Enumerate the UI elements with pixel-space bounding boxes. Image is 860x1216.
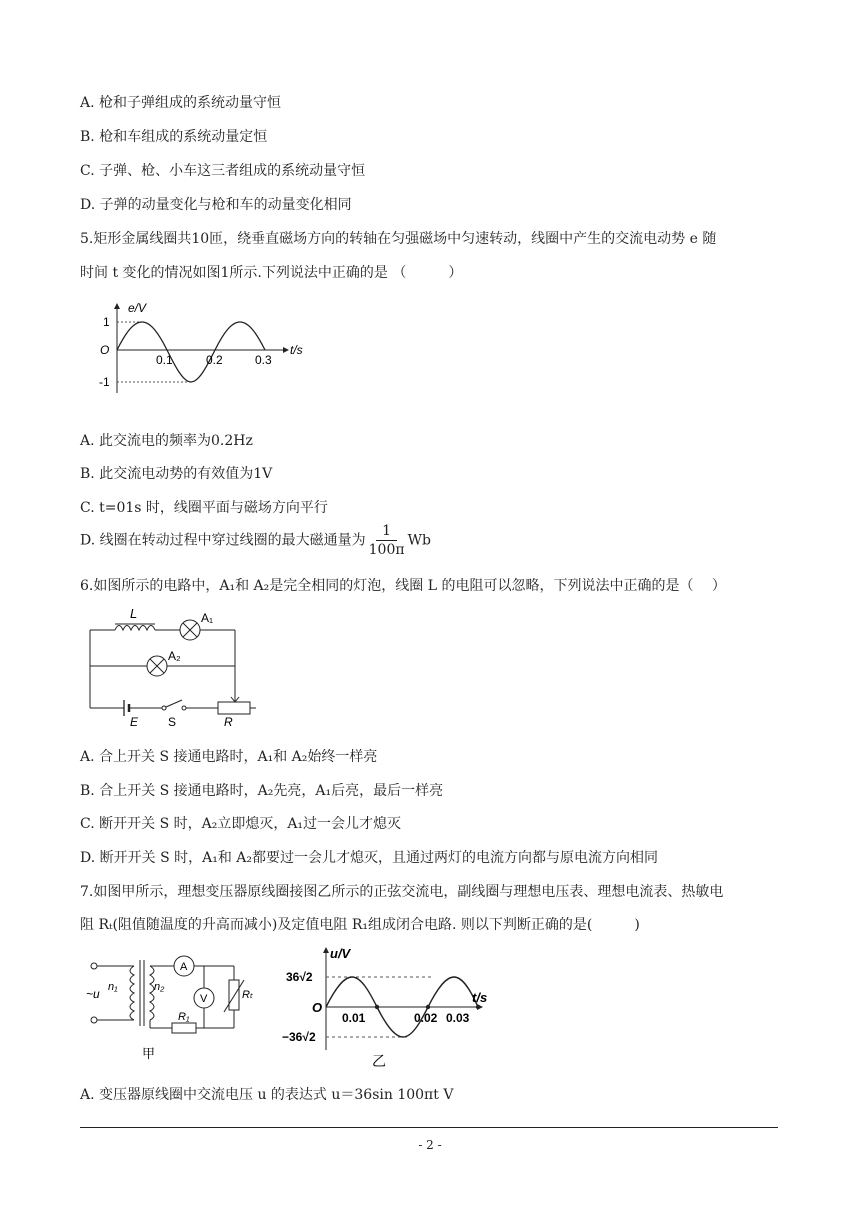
- inductor-coil: [115, 626, 155, 631]
- q7-xtick: 0.01: [342, 1011, 366, 1025]
- rheostat: [218, 702, 250, 714]
- label-n1: n₁: [108, 981, 118, 993]
- q6-option-c: C. 断开开关 S 时，A₂立即熄灭，A₁过一会儿才熄灭: [80, 816, 402, 832]
- label-r: R: [224, 715, 233, 729]
- q7-ytick-pos: 36√2: [286, 970, 313, 984]
- q7-x-label: t/s: [472, 990, 488, 1005]
- q4-option-c: C. 子弹、枪、小车这三者组成的系统动量守恒: [80, 163, 366, 179]
- primary-coil: [130, 966, 134, 1020]
- q4-option-b: B. 枪和车组成的系统动量定恒: [80, 129, 268, 145]
- thermistor-rt: [229, 980, 239, 1010]
- q5-option-d-fraction: $\frac{1}{100\pi}$: [368, 523, 405, 558]
- label-rt: Rₜ: [242, 989, 254, 1001]
- q5-xtick: 0.3: [255, 353, 272, 367]
- q7-xtick: 0.03: [446, 1011, 470, 1025]
- q6-circuit-diagram: [82, 600, 262, 730]
- q5-option-d: [80, 522, 431, 559]
- q7-transformer-circuit: [84, 950, 264, 1070]
- caption-yi: 乙: [372, 1053, 386, 1069]
- footer-divider: [80, 1127, 778, 1128]
- q5-option-b: B. 此交流电动势的有效值为1V: [80, 466, 273, 482]
- q5-xtick: 0.2: [206, 353, 223, 367]
- q5-option-d-unit: Wb: [407, 532, 431, 549]
- label-e: E: [130, 715, 139, 729]
- secondary-coil: [150, 966, 154, 1020]
- q7-stem-line1: 7.如图甲所示，理想变压器原线圈接图乙所示的正弦交流电，副线圈与理想电压表、理想电流表、热敏电: [80, 884, 724, 900]
- label-l: L: [130, 606, 138, 621]
- caption-jia: 甲: [142, 1046, 156, 1061]
- q4-option-a: A. 枪和子弹组成的系统动量守恒: [80, 95, 282, 111]
- label-n2: n₂: [154, 981, 165, 993]
- label-u: ~u: [86, 987, 100, 1001]
- label-a2: A₂: [168, 649, 181, 663]
- label-s: S: [168, 715, 177, 729]
- q5-stem-line2: 时间 t 变化的情况如图1所示.下列说法中正确的是 （ ）: [80, 265, 463, 281]
- q7-origin: O: [312, 1000, 323, 1015]
- q4-option-d: D. 子弹的动量变化与枪和车的动量变化相同: [80, 197, 352, 213]
- q7-stem-line2: 阻 Rₜ(阻值随温度的升高而减小)及定值电阻 R₁组成闭合电路. 则以下判断正确的是( ): [80, 917, 640, 933]
- q5-ytick-neg: -1: [99, 375, 110, 389]
- q7-ytick-neg: −36√2: [282, 1030, 316, 1044]
- q7-voltage-graph: [282, 940, 516, 1070]
- page-number: - 2 -: [418, 1138, 442, 1152]
- q5-x-label: t/s: [290, 343, 303, 357]
- q5-option-c: C. t=01s 时，线圈平面与磁场方向平行: [80, 500, 328, 516]
- q5-option-a: A. 此交流电的频率为0.2Hz: [80, 433, 253, 449]
- q5-origin: O: [100, 343, 110, 357]
- q5-sine-curve: [117, 322, 265, 382]
- label-a1: A₁: [201, 611, 214, 625]
- q7-option-a: A. 变压器原线圈中交流电压 u 的表达式 u＝36sin 100πt V: [80, 1087, 454, 1103]
- q5-y-label: e/V: [128, 301, 147, 315]
- label-v: V: [200, 993, 208, 1005]
- q7-xtick: 0.02: [414, 1011, 438, 1025]
- q5-stem-line1: 5.矩形金属线圈共10匝，绕垂直磁场方向的转轴在匀强磁场中匀速转动，线圈中产生的交流电动势 e 随: [80, 231, 717, 247]
- q6-stem: 6.如图所示的电路中，A₁和 A₂是完全相同的灯泡，线圈 L 的电阻可以忽略，下列说法中正确的是（ ）: [80, 578, 726, 594]
- q6-option-d: D. 断开开关 S 时，A₁和 A₂都要过一会儿才熄灭，且通过两灯的电流方向都与原电流方向相同: [80, 850, 659, 866]
- q6-option-b: B. 合上开关 S 接通电路时，A₂先亮，A₁后亮，最后一样亮: [80, 783, 444, 799]
- q6-option-a: A. 合上开关 S 接通电路时，A₁和 A₂始终一样亮: [80, 749, 378, 765]
- q7-y-label: u/V: [330, 946, 351, 961]
- q5-xtick: 0.1: [156, 353, 173, 367]
- q5-emf-graph: [90, 298, 320, 398]
- q5-ytick-pos: 1: [103, 315, 110, 329]
- q5-option-d-text: D. 线圈在转动过程中穿过线圈的最大磁通量为: [80, 532, 366, 549]
- label-r1: R₁: [178, 1011, 190, 1023]
- resistor-r1: [172, 1023, 196, 1033]
- switch-blade: [166, 700, 182, 707]
- label-a: A: [180, 961, 188, 973]
